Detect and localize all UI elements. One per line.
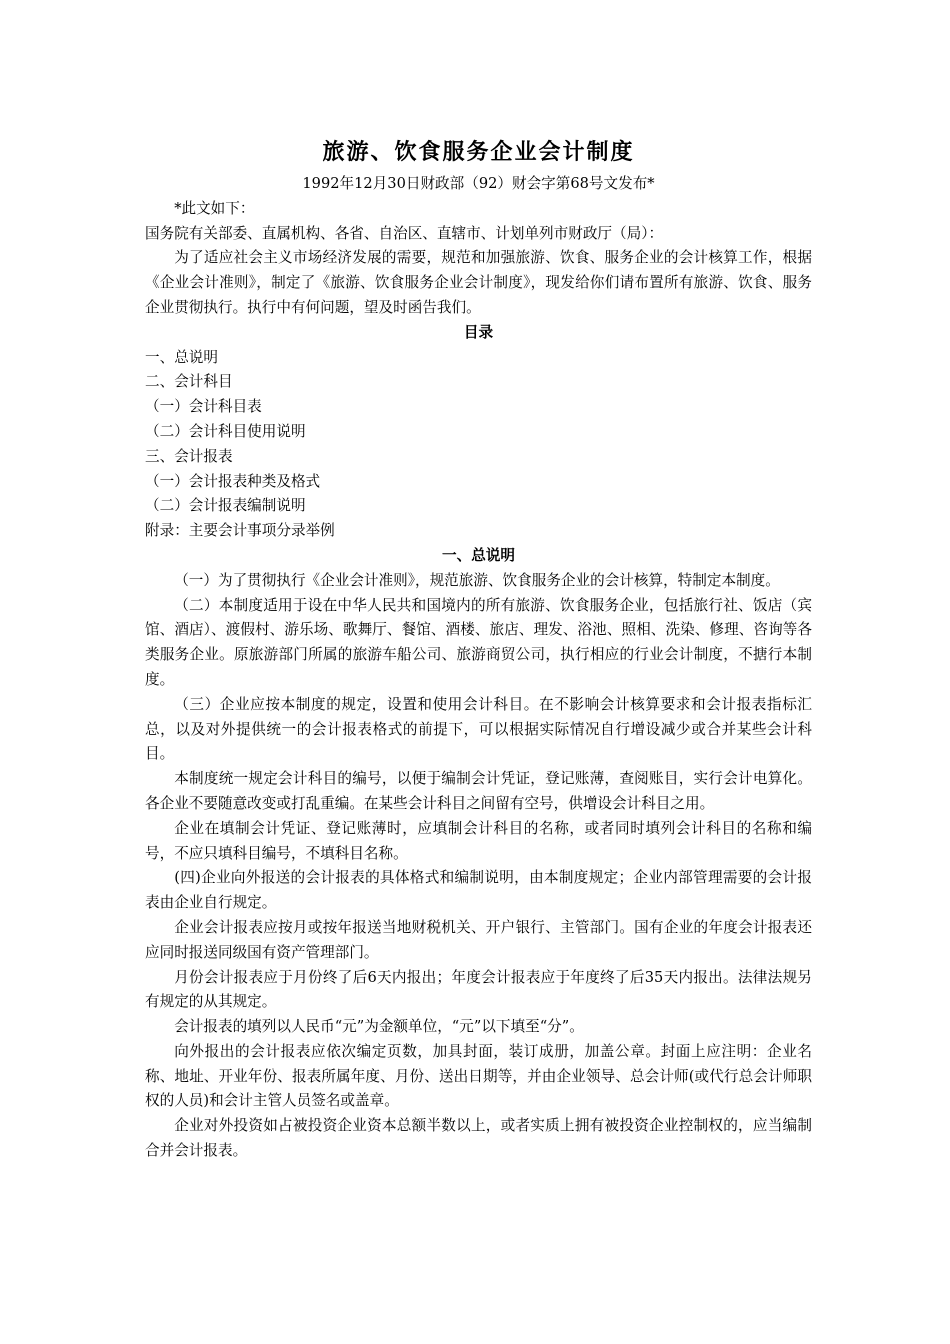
body-paragraph: （一）为了贯彻执行《企业会计准则》，规范旅游、饮食服务企业的会计核算，特制定本制度。 <box>174 571 780 589</box>
document-subtitle: 1992年12月30日财政部（92）财会字第68号文发布* <box>302 175 655 192</box>
toc-item: （二）会计报表编制说明 <box>145 497 306 515</box>
recipient-line: 国务院有关部委、直属机构、各省、自治区、直辖市、计划单列市财政厅（局）： <box>145 224 664 242</box>
body-paragraph: 向外报出的会计报表应依次编定页数，加具封面，装订成册，加盖公章。封面上应注明：企业名称、地址、开业年份、报表所属年度、月份、送出日期等，并由企业领导、总会计师(或代行总会计师职权的人员)和会计主管人员签名或盖章。 <box>145 1042 812 1110</box>
note-line: *此文如下： <box>174 199 255 217</box>
body-paragraph: 会计报表的填列以人民币“元”为金额单位，“元”以下填至“分”。 <box>174 1018 584 1036</box>
document-title: 旅游、饮食服务企业会计制度 <box>322 139 635 165</box>
toc-item: 三、会计报表 <box>145 447 233 465</box>
body-paragraph: 月份会计报表应于月份终了后6天内报出；年度会计报表应于年度终了后35天内报出。法律法规另有规定的从其规定。 <box>145 968 812 1011</box>
toc-item: 一、总说明 <box>145 348 218 366</box>
body-paragraph: (四)企业向外报送的会计报表的具体格式和编制说明，由本制度规定；企业内部管理需要的会计报表由企业自行规定。 <box>145 869 812 912</box>
toc-item: （一）会计科目表 <box>145 398 262 416</box>
toc-item: （一）会计报表种类及格式 <box>145 472 321 490</box>
body-paragraph: 企业对外投资如占被投资企业资本总额半数以上，或者实质上拥有被投资企业控制权的，应当编制合并会计报表。 <box>145 1117 812 1160</box>
body-paragraph: 本制度统一规定会计科目的编号，以便于编制会计凭证，登记账薄，查阅账目，实行会计电算化。各企业不要随意改变或打乱重编。在某些会计科目之间留有空号，供增设会计科目之用。 <box>145 770 812 812</box>
toc-heading: 目录 <box>463 323 494 341</box>
section-heading: 一、总说明 <box>442 546 515 564</box>
toc-item: 二、会计科目 <box>145 373 233 391</box>
body-paragraph: 企业会计报表应按月或按年报送当地财税机关、开户银行、主管部门。国有企业的年度会计报表还应同时报送同级国有资产管理部门。 <box>145 918 812 961</box>
intro-paragraph: 为了适应社会主义市场经济发展的需要，规范和加强旅游、饮食、服务企业的会计核算工作，根据《企业会计准则》，制定了《旅游、饮食服务企业会计制度》，现发给你们请布置所有旅游、饮食、服务企业贯彻执行。执行中有何问题，望及时函告我们。 <box>145 249 812 316</box>
toc-item: 附录：主要会计事项分录举例 <box>145 522 335 540</box>
body-paragraph: （三）企业应按本制度的规定，设置和使用会计科目。在不影响会计核算要求和会计报表指标汇总，以及对外提供统一的会计报表格式的前提下，可以根据实际情况自行增设减少或合并某些会计科目。 <box>145 695 812 763</box>
body-paragraph: （二）本制度适用于设在中华人民共和国境内的所有旅游、饮食服务企业，包括旅行社、饭店（宾馆、酒店）、渡假村、游乐场、歌舞厅、餐馆、酒楼、旅店、理发、浴池、照相、洗染、修理、咨询等各类服务企业。原旅游部门所属的旅游车船公司、旅游商贸公司，执行相应的行业会计制度，不搪行本制度。 <box>145 596 812 688</box>
toc-item: （二）会计科目使用说明 <box>145 422 306 440</box>
body-paragraph: 企业在填制会计凭证、登记账薄时，应填制会计科目的名称，或者同时填列会计科目的名称和编号，不应只填科目编号，不填科目名称。 <box>145 819 812 862</box>
